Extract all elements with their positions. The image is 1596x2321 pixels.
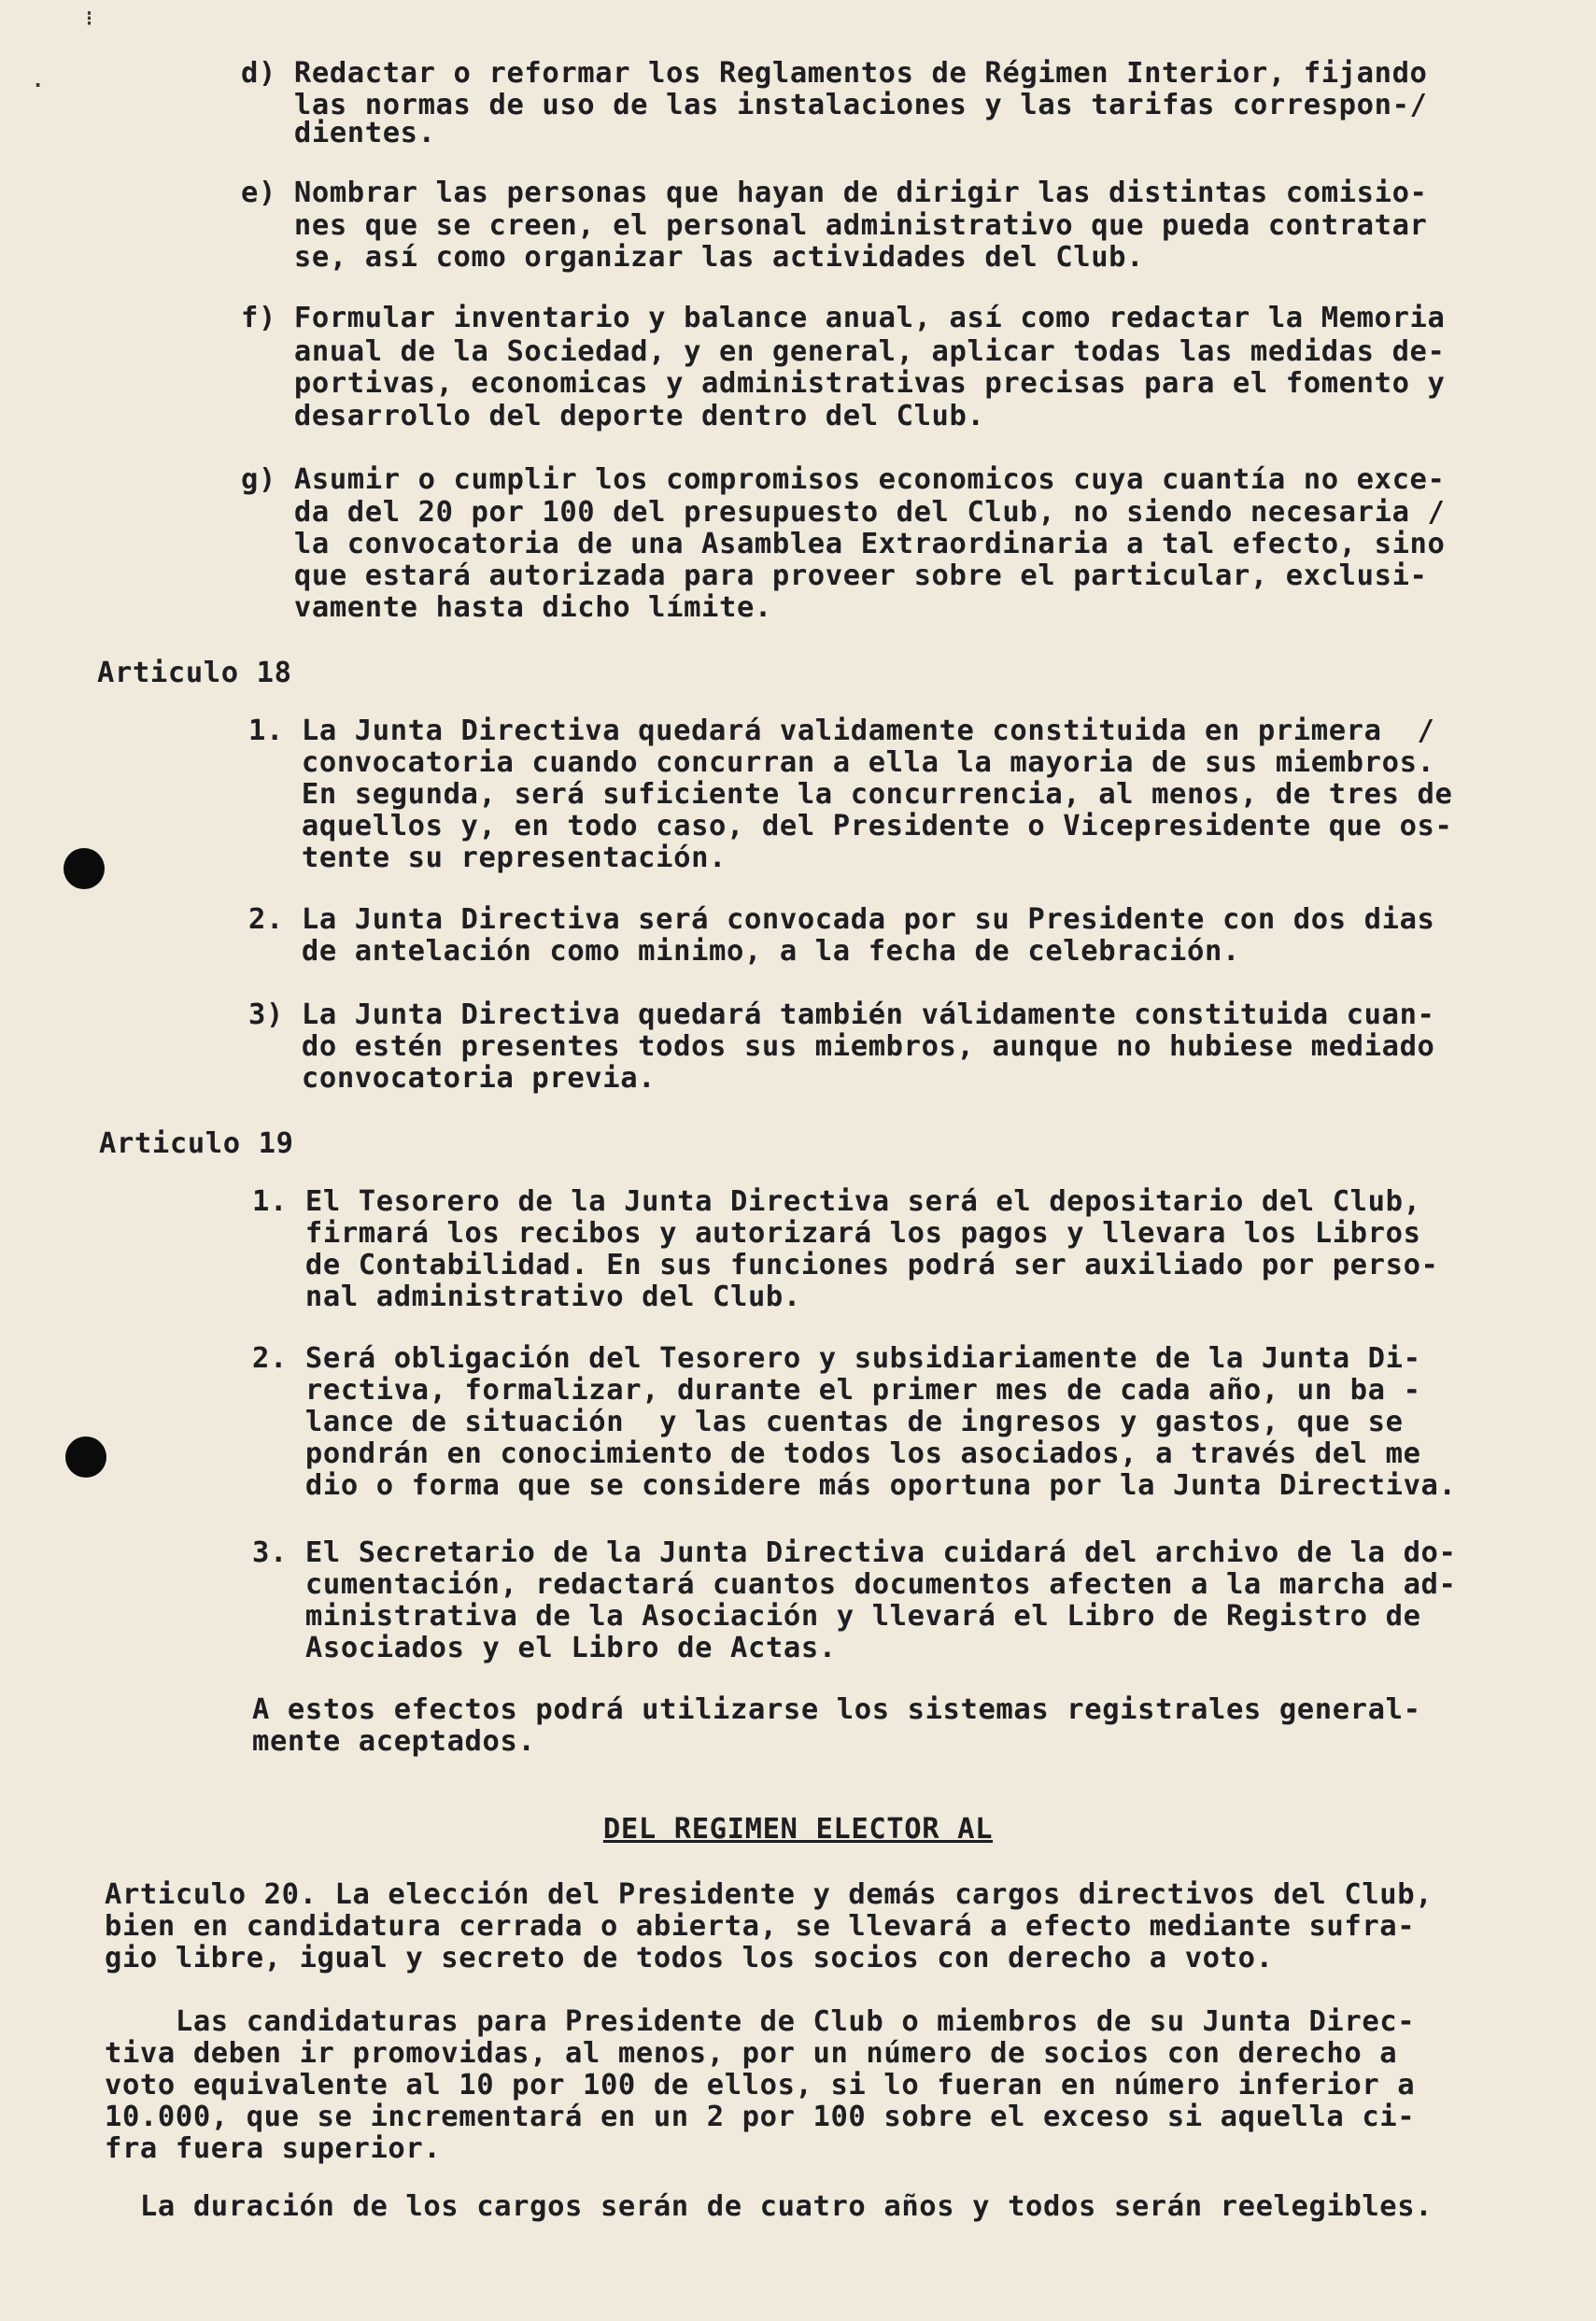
article-18-heading: Articulo 18 — [97, 657, 292, 689]
item-f-line: f) Formular inventario y balance anual, así como redactar la Memoria — [241, 302, 1446, 334]
art19-item2-line: dio o forma que se considere más oportuna por la Junta Directiva. — [252, 1469, 1457, 1502]
art18-item1-line: convocatoria cuando concurran a ella la mayoria de sus miembros. — [248, 746, 1435, 779]
item-g-line: g) Asumir o cumplir los compromisos economicos cuya cuantía no exce- — [241, 463, 1446, 496]
item-g-line: que estará autorizada para proveer sobre el particular, exclusi- — [241, 559, 1428, 592]
art19-item1-line: firmará los recibos y autorizará los pagos y llevara los Libros — [252, 1217, 1421, 1250]
art19-item3-line: ministrativa de la Asociación y llevará el Libro de Registro de — [252, 1600, 1421, 1633]
art19-item2-line: rectiva, formalizar, durante el primer mes de cada año, un ba - — [252, 1374, 1421, 1407]
art20-paragraph2-line: fra fuera superior. — [105, 2132, 442, 2165]
art18-item1-line: 1. La Junta Directiva quedará validamente constituida en primera / — [248, 715, 1435, 747]
art20-paragraph3-line: La duración de los cargos serán de cuatro años y todos serán reelegibles. — [105, 2190, 1434, 2223]
art19-closing-line: A estos efectos podrá utilizarse los sistemas registrales general- — [252, 1693, 1421, 1726]
art18-item3-line: 3) La Junta Directiva quedará también válidamente constituida cuan- — [248, 998, 1435, 1031]
art18-item2-line: 2. La Junta Directiva será convocada por su Presidente con dos dias — [248, 903, 1435, 936]
art18-item2-line: de antelación como minimo, a la fecha de celebración. — [248, 935, 1240, 968]
art19-item3-line: 3. El Secretario de la Junta Directiva cuidará del archivo de la do- — [252, 1536, 1457, 1569]
article-19-heading: Articulo 19 — [99, 1127, 294, 1160]
art19-item2-line: 2. Será obligación del Tesorero y subsidiariamente de la Junta Di- — [252, 1342, 1421, 1375]
art19-item1-line: de Contabilidad. En sus funciones podrá ser auxiliado por perso- — [252, 1249, 1439, 1281]
punch-hole — [65, 1436, 106, 1478]
art20-paragraph2-line: voto equivalente al 10 por 100 de ellos, si lo fueran en número inferior a — [105, 2069, 1416, 2102]
item-g-line: vamente hasta dicho límite. — [241, 591, 772, 624]
art20-paragraph1-line: gio libre, igual y secreto de todos los socios con derecho a voto. — [105, 1942, 1274, 1974]
section-heading: DEL REGIMEN ELECTOR AL — [602, 1813, 994, 1846]
scan-speck: ⁝ — [86, 7, 92, 31]
art18-item3-line: do estén presentes todos sus miembros, aunque no hubiese mediado — [248, 1030, 1435, 1063]
item-d-line: las normas de uso de las instalaciones y las tarifas correspon-/ — [241, 89, 1428, 121]
item-f-line: anual de la Sociedad, y en general, aplicar todas las medidas de- — [241, 335, 1446, 368]
item-f-line: portivas, economicas y administrativas precisas para el fomento y — [241, 367, 1446, 400]
item-g-line: la convocatoria de una Asamblea Extraordinaria a tal efecto, sino — [241, 528, 1446, 560]
art19-closing-line: mente aceptados. — [252, 1725, 536, 1758]
art19-item1-line: nal administrativo del Club. — [252, 1281, 801, 1313]
art20-paragraph2-line: Las candidaturas para Presidente de Club o miembros de su Junta Direc- — [105, 2005, 1416, 2038]
art18-item1-line: tente su representación. — [248, 842, 727, 874]
art20-paragraph1-line: Articulo 20. La elección del Presidente y demás cargos directivos del Club, — [105, 1878, 1434, 1911]
item-d-line: d) Redactar o reformar los Reglamentos de Régimen Interior, fijando — [241, 57, 1428, 90]
art19-item3-line: cumentación, redactará cuantos documentos afecten a la marcha ad- — [252, 1568, 1457, 1601]
scan-speck: · — [32, 75, 45, 98]
item-e-line: nes que se creen, el personal administrativo que pueda contratar — [241, 209, 1428, 242]
art18-item3-line: convocatoria previa. — [248, 1062, 657, 1095]
art19-item2-line: lance de situación y las cuentas de ingresos y gastos, que se — [252, 1406, 1404, 1438]
item-g-line: da del 20 por 100 del presupuesto del Club, no siendo necesaria / — [241, 496, 1446, 529]
art18-item1-line: aquellos y, en todo caso, del Presidente o Vicepresidente que os- — [248, 810, 1453, 842]
art19-item2-line: pondrán en conocimiento de todos los asociados, a través del me — [252, 1437, 1421, 1470]
punch-hole — [64, 848, 105, 889]
item-e-line: e) Nombrar las personas que hayan de dirigir las distintas comisio- — [241, 177, 1428, 209]
art20-paragraph2-line: tiva deben ir promovidas, al menos, por un número de socios con derecho a — [105, 2037, 1398, 2070]
item-e-line: se, así como organizar las actividades del Club. — [241, 241, 1145, 274]
art18-item1-line: En segunda, será suficiente la concurrencia, al menos, de tres de — [248, 778, 1453, 811]
art20-paragraph2-line: 10.000, que se incrementará en un 2 por 100 sobre el exceso si aquella ci- — [105, 2101, 1416, 2133]
item-f-line: desarrollo del deporte dentro del Club. — [241, 400, 985, 432]
art20-paragraph1-line: bien en candidatura cerrada o abierta, se llevará a efecto mediante sufra- — [105, 1910, 1416, 1943]
art19-item1-line: 1. El Tesorero de la Junta Directiva será el depositario del Club, — [252, 1185, 1421, 1218]
art19-item3-line: Asociados y el Libro de Actas. — [252, 1632, 837, 1664]
item-d-line: dientes. — [241, 117, 436, 149]
